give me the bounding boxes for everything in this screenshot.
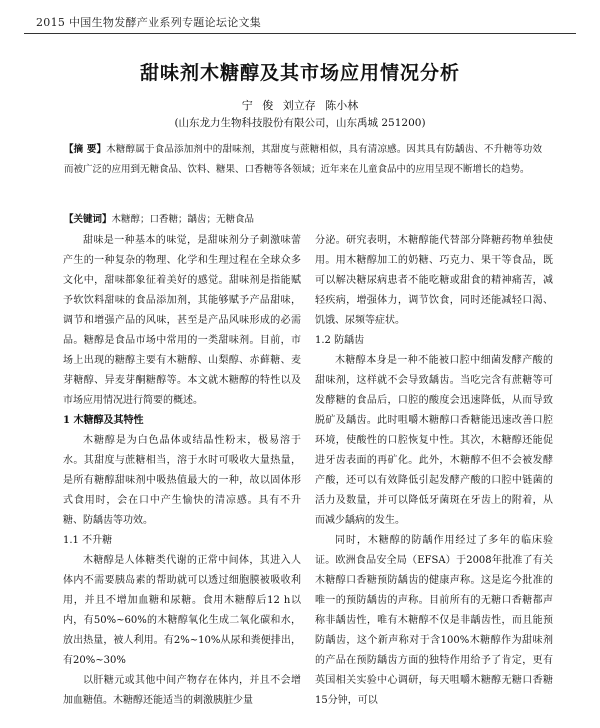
keywords-label: 【关键词】 [64, 214, 112, 225]
keywords-text: 木糖醇；口香糖；龋齿；无糖食品 [111, 214, 255, 225]
keywords [64, 210, 542, 230]
subsection-heading-1-2: 1.2 防龋齿 [315, 335, 365, 346]
paper-title: 甜味剂木糖醇及其市场应用情况分析 [139, 62, 460, 84]
subsection-1-2-paragraph: 木糖醇本身是一种不能被口腔中细菌发酵产酸的甜味剂，这样就不会导致龋齿。当吃完含有蔗糖等可发酵糖的食品后，口腔的酸度会迅速降低，从而导致脱矿及龋齿。此时咀嚼木糖醇口香糖能迅速改善口腔环境，使酸性的口腔恢复中性。其次，木糖醇还能促进牙齿表面的再矿化。此外，木糖醇不但不会被发酵产酸，还可以有效降低引起发酵产酸的口腔中链菌的活力及数量，并可以降低牙菌斑在牙齿上的附着，从而减少龋病的发生。 [315, 355, 553, 526]
intro-paragraph: 甜味是一种基本的味觉，是甜味剂分子刺激味蕾产生的一种复杂的物理、化学和生理过程在全球众多文化中，甜味都象征着美好的感觉。甜味剂是指能赋予软饮料甜味的食品添加剂，其能够赋予产品甜味，调节和增强产品的风味，甚至是产品风味形成的必需品。糖醇是食品市场中常用的一类甜味剂。目前，市场上出现的糖醇主要有木糖醇、山梨醇、赤藓糖、麦芽糖醇、异麦芽酮糖醇等。本文就木糖醇的特性以及市场应用情况进行简要的概述。 [63, 235, 301, 406]
continuation-paragraph: 以肝糖元或其他中间产物存在体内，并且不会增加血糖值。木糖醇还能适当的刺激胰脏少量 [63, 675, 301, 706]
clinical-paragraph: 同时，木糖醇的防龋作用经过了多年的临床验证。欧洲食品安全局（EFSA）于2008年批准了有关木糖醇口香糖预防龋齿的健康声称。这是迄今批准的唯一的预防龋齿的声称。目前所有的无糖口香糖都声称非龋齿性，唯有木糖醇不仅是非龋齿性，而且能预防龋齿，这个新声称对于含100%木糖醇作为甜味剂的产品在预防龋齿方面的独特作用给予了肯定，更有英国相关实验中心调研，每天咀嚼木糖醇无糖口香糖15分钟，可以 [315, 535, 553, 706]
section-heading-1: 1 木糖醇及其特性 [63, 415, 144, 426]
running-header: 2015 中国生物发酵产业系列专题论坛论文集 [36, 16, 262, 29]
abstract-label: 【摘 要】 [64, 144, 107, 155]
right-column [315, 231, 553, 711]
affiliation: (山东龙力生物科技股份有限公司，山东禹城 251200) [174, 117, 426, 129]
subsection-1-1-paragraph: 木糖醇是人体糖类代谢的正常中间体，其进入人体内不需要胰岛素的帮助就可以透过细胞膜被吸收利用，并且不增加血糖和尿糖。食用木糖醇后12 h以内，有50%~60%的木糖醇氧化生成二氧化碳和水，放出热量，被人利用。有2%~10%从尿和粪便排出，有20%~30% [63, 555, 301, 666]
abstract [64, 140, 542, 180]
section-1-paragraph: 木糖醇是为白色晶体或结晶性粉末，极易溶于水。其甜度与蔗糖相当，溶于水时可吸收大量热量，是所有糖醇甜味剂中吸热值最大的一种，故以固体形式食用时，会在口中产生愉快的清凉感。具有不升糖、防龋齿等功效。 [63, 435, 301, 526]
subsection-heading-1-1: 1.1 不升糖 [63, 535, 113, 546]
left-column [63, 231, 301, 711]
header-rule [24, 33, 576, 34]
authors: 宁 俊 刘立存 陈小林 [241, 99, 359, 112]
abstract-text: 木糖醇属于食品添加剂中的甜味剂，其甜度与蔗糖相似，具有清凉感。因其具有防龋齿、不升糖等功效而被广泛的应用到无糖食品、饮料、糖果、口香糖等各领域；近年来在儿童食品中的应用呈现不断增长的趋势。 [64, 144, 542, 175]
right-lead-paragraph: 分泌。研究表明，木糖醇能代替部分降糖药物单独使用。用木糖醇加工的奶糖、巧克力、果干等食品，既可以解决糖尿病患者不能吃糖或甜食的精神痛苦，减轻疾病，增强体力，调节饮食，同时还能减轻口渴、饥饿、尿频等症状。 [315, 235, 553, 326]
